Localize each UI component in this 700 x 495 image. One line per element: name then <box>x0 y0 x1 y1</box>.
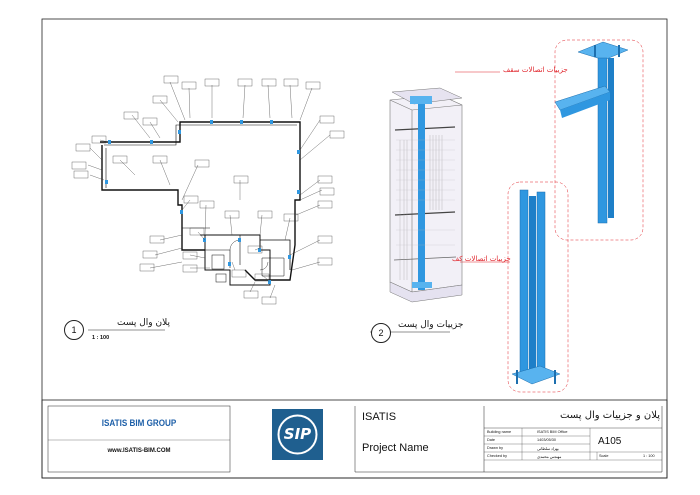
date-label: Date <box>487 438 496 442</box>
date-value: 1403/05/30 <box>537 438 557 442</box>
view-number-1: 1 <box>64 320 84 340</box>
company-name: ISATIS BIM GROUP <box>101 418 177 428</box>
checked-by-value: مهندس محمدی <box>537 455 562 459</box>
building-name-label: Building name <box>487 430 512 434</box>
details-view-title: جزییات وال پست <box>398 320 464 330</box>
floor-connection-callout: جزییات اتصالات کف <box>452 255 511 263</box>
company-website: www.ISATIS-BIM.COM <box>107 448 171 454</box>
plan-view-title: پلان وال پست <box>117 318 170 328</box>
project-name: Project Name <box>362 442 429 454</box>
wall-post-3d-model <box>390 88 462 302</box>
scale-label: Scale <box>599 454 609 458</box>
building-name-value: ISATIS BIM Office <box>537 430 568 434</box>
project-company: ISATIS <box>362 411 397 423</box>
plan-view-scale: 1 : 100 <box>92 335 110 341</box>
detail-callout-leaders <box>455 72 510 262</box>
sheet-title: پلان و جزییات وال پست <box>560 410 660 421</box>
sheet-number: A105 <box>598 436 622 447</box>
ceiling-connection-callout: جزییات اتصالات سقف <box>503 66 568 74</box>
floor-connection-3d <box>512 190 560 384</box>
scale-value: 1 : 100 <box>643 454 655 458</box>
checked-by-label: Checked by <box>487 454 508 458</box>
logo-text: SIP <box>283 425 312 443</box>
wall-post-markers <box>105 120 300 284</box>
drawn-by-label: Drawn by <box>487 446 504 450</box>
drawn-by-value: بهزاد سلطانی <box>537 447 559 451</box>
view-number-2: 2 <box>371 323 391 343</box>
